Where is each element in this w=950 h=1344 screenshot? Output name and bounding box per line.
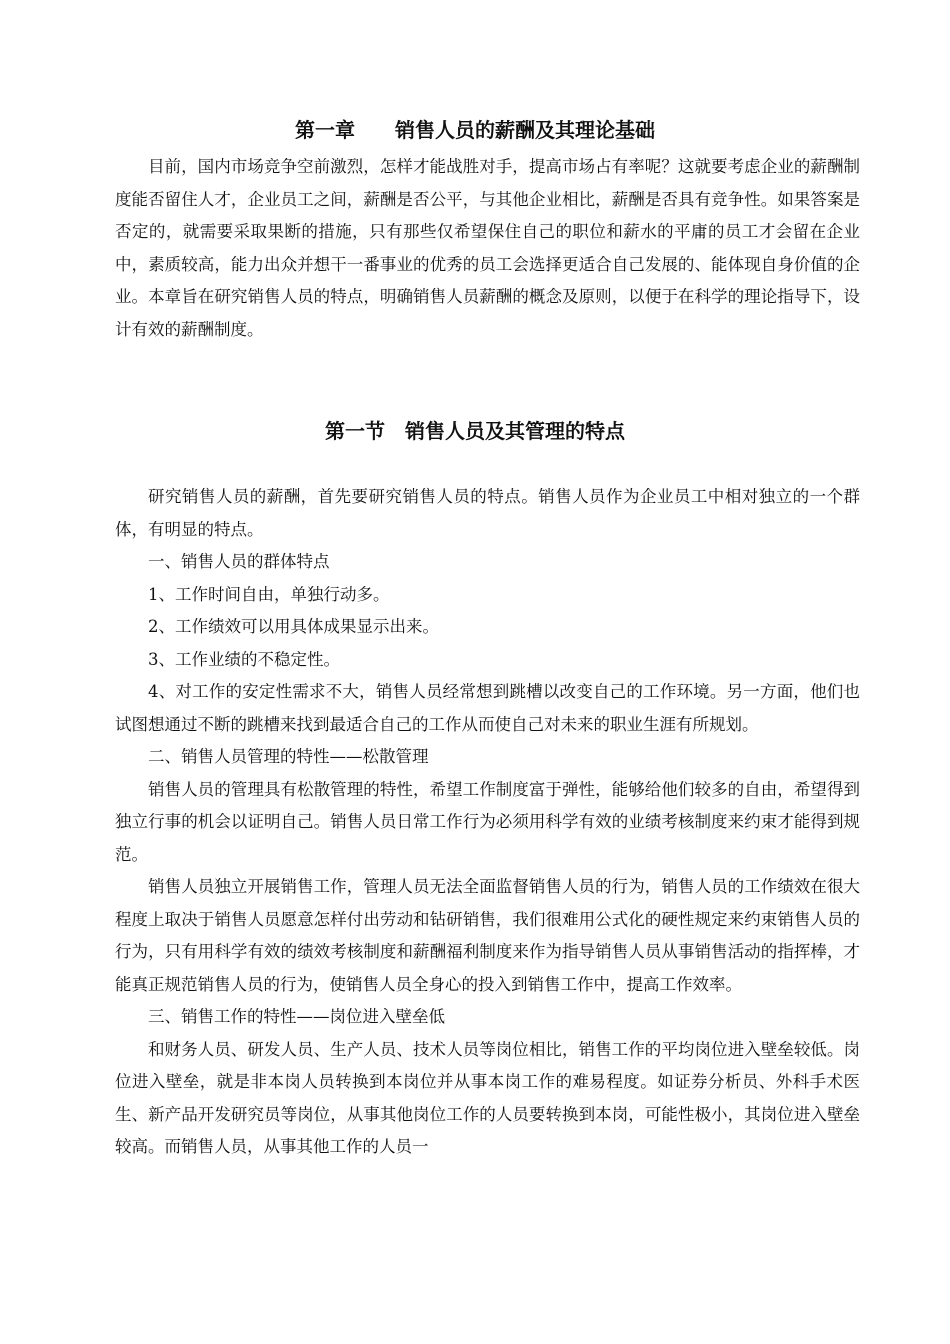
section-intro-paragraph: 研究销售人员的薪酬，首先要研究销售人员的特点。销售人员作为企业员工中相对独立的一个群体，有明显的特点。	[115, 487, 860, 539]
list-item-4: 4、对工作的安定性需求不大，销售人员经常想到跳槽以改变自己的工作环境。另一方面，他们也试图想通过不断的跳槽来找到最适合自己的工作从而使自己对未来的职业生涯有所规划。	[115, 682, 860, 734]
paragraph-loose-management-2: 销售人员独立开展销售工作，管理人员无法全面监督销售人员的行为，销售人员的工作绩效在很大程度上取决于销售人员愿意怎样付出劳动和钻研销售，我们很难用公式化的硬性规定来约束销售人员的行为，只有用科学有效的绩效考核制度和薪酬福利制度来作为指导销售人员从事销售活动的指挥棒，才能真正规范销售人员的行为，使销售人员全身心的投入到销售工作中，提高工作效率。	[115, 877, 860, 994]
paragraph-loose-management-1: 销售人员的管理具有松散管理的特性，希望工作制度富于弹性，能够给他们较多的自由，希望得到独立行事的机会以证明自己。销售人员日常工作行为必须用科学有效的业绩考核制度来约束才能得到规范。	[115, 779, 860, 864]
list-item-1: 1、工作时间自由，单独行动多。	[148, 584, 390, 604]
heading-group-features: 一、销售人员的群体特点	[148, 552, 330, 571]
heading-loose-management: 二、销售人员管理的特性——松散管理	[148, 747, 429, 766]
heading-low-entry-barrier: 三、销售工作的特性——岗位进入壁垒低	[148, 1007, 445, 1026]
section-body-block	[115, 481, 860, 1164]
list-item-2: 2、工作绩效可以用具体成果显示出来。	[148, 617, 439, 636]
chapter-title: 第一章 销售人员的薪酬及其理论基础	[295, 118, 655, 142]
chapter-intro-paragraph: 目前，国内市场竞争空前激烈，怎样才能战胜对手，提高市场占有率呢？这就要考虑企业的薪酬制度能否留住人才，企业员工之间，薪酬是否公平，与其他企业相比，薪酬是否具有竞争性。如果答案是否定的，就需要采取果断的措施，只有那些仅希望保住自己的职位和薪水的平庸的员工才会留在企业中，素质较高，能力出众并想干一番事业的优秀的员工会选择更适合自己发展的、能体现自身价值的企业。本章旨在研究销售人员的特点，明确销售人员薪酬的概念及原则，以便于在科学的理论指导下，设计有效的薪酬制度。	[115, 157, 860, 339]
section-title: 第一节 销售人员及其管理的特点	[325, 419, 625, 443]
paragraph-low-entry-barrier: 和财务人员、研发人员、生产人员、技术人员等岗位相比，销售工作的平均岗位进入壁垒较低。岗位进入壁垒，就是非本岗人员转换到本岗位并从事本岗工作的难易程度。如证券分析员、外科手术医生、新产品开发研究员等岗位，从事其他岗位工作的人员要转换到本岗，可能性极小，其岗位进入壁垒较高。而销售人员，从事其他工作的人员一	[115, 1039, 860, 1156]
chapter-intro-block	[115, 151, 860, 346]
list-item-3: 3、工作业绩的不稳定性。	[148, 649, 340, 669]
